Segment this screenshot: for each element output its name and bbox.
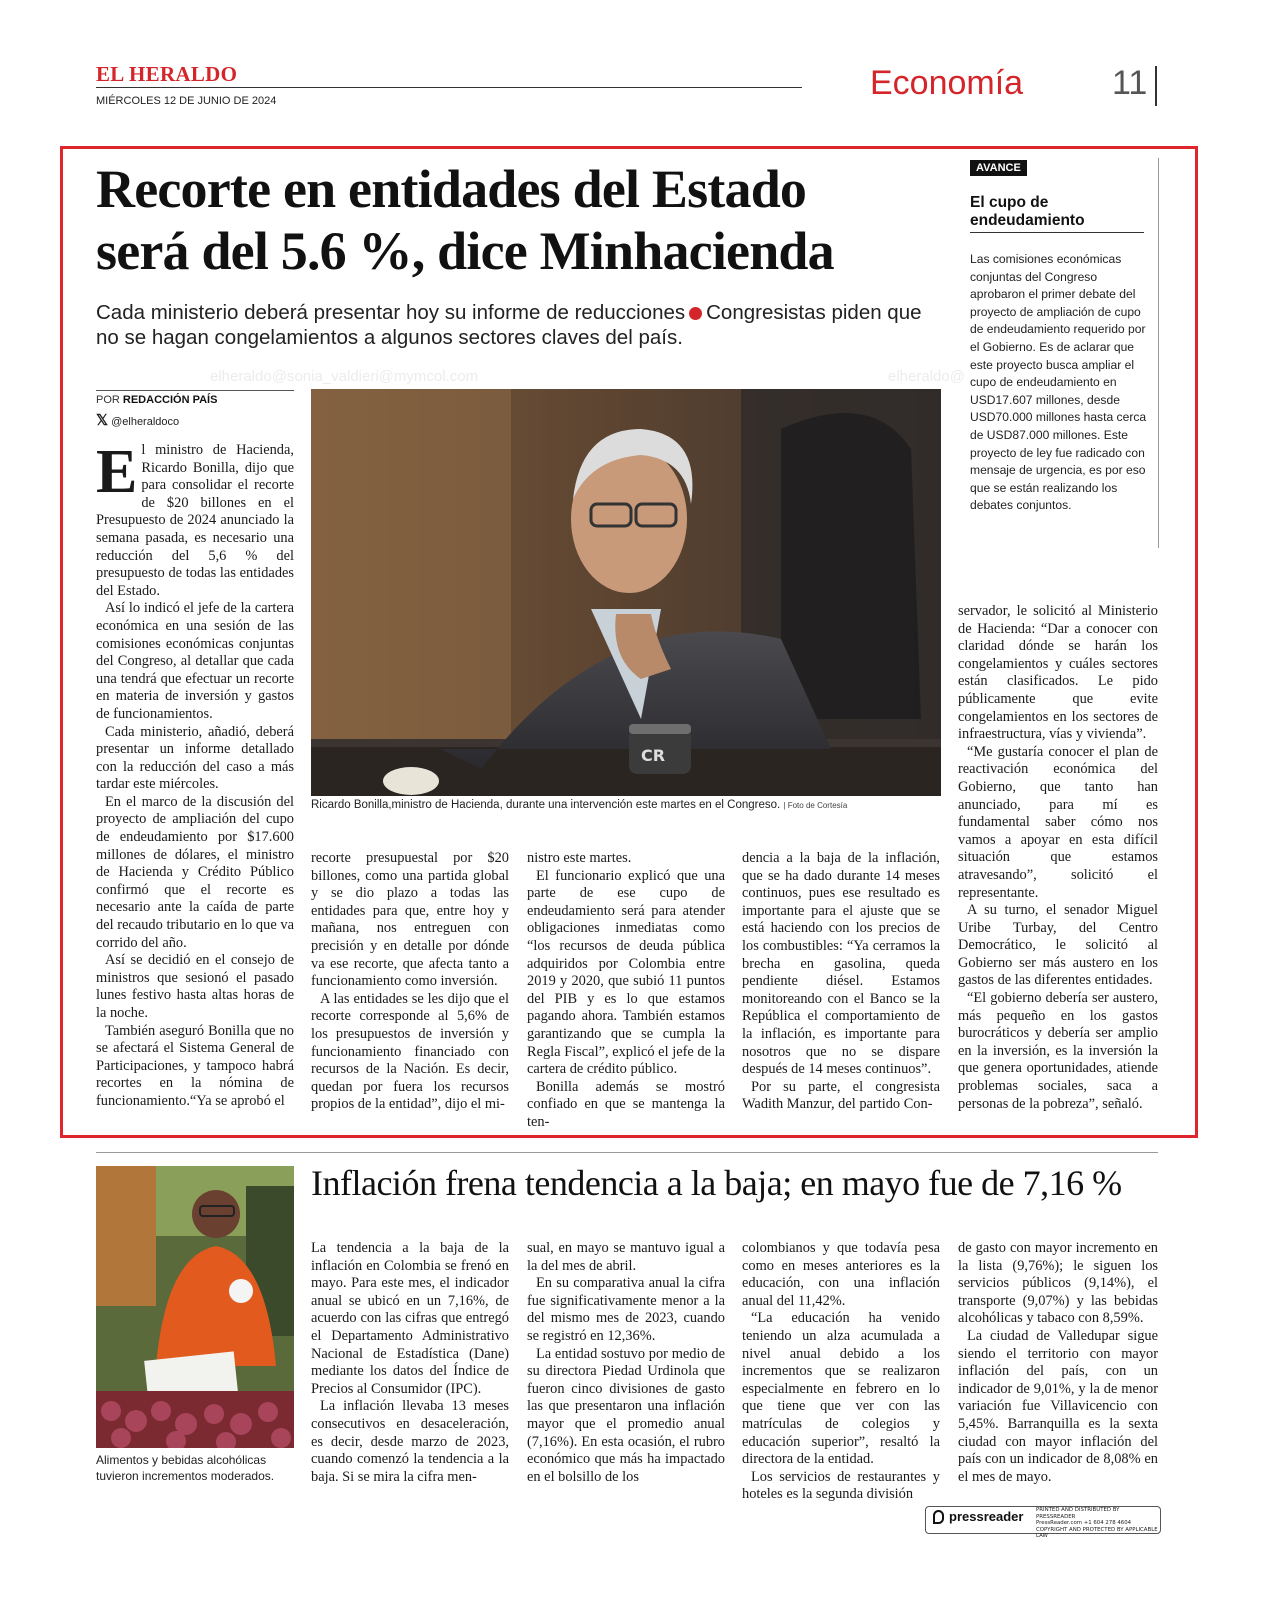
- pressreader-logo-text: pressreader: [949, 1509, 1024, 1524]
- sidebar-body: Las comisiones económicas conjuntas del Congreso aprobaron el primer debate del proyecto de ampliación de cupo de endeudamiento requerido por el Gobierno. Es de aclarar que este proyecto busca ampliar el cupo de endeudamiento en USD17.607 millones, desde USD70.000 millones hasta cerca de USD87.000 millones. Este proyecto de ley fue radicado con mensaje de urgencia, es por eso que se están realizando los debates conjuntos.: [970, 252, 1147, 513]
- pressreader-icon: [933, 1510, 944, 1524]
- fine-print-line: PressReader.com +1 604 278 4604: [1036, 1520, 1132, 1527]
- article-2-photo-caption: Alimentos y bebidas alcohólicas tuvieron incrementos moderados.: [96, 1453, 275, 1483]
- paragraph: colombianos y que todavía pesa como en meses anteriores es la educación, con una inflación anual del 11,42%.: [742, 1240, 940, 1309]
- article-column-5: [958, 603, 1158, 1113]
- photo-credit: | Foto de Cortesía: [783, 801, 848, 810]
- sidebar-tag: AVANCE: [970, 160, 1027, 176]
- paragraph: La entidad sostuvo por medio de su directora Piedad Urdinola que fueron cinco divisiones de gasto las que presentaron una inflación mayor que el promedio anual (7,16%). En esta ocasión, el rubro económico que más ha impactado en el bolsillo de los: [527, 1345, 725, 1485]
- article-column-4: [742, 850, 940, 1114]
- paragraph: La inflación llevaba 13 meses consecutivos en desaceleración, es decir, desde marzo de 2023, cuando comenzó la tendencia a la baja. Si se mira la cifra men-: [311, 1398, 509, 1485]
- photo-illustration: [311, 389, 941, 796]
- paragraph: La ciudad de Valledupar sigue siendo el territorio con mayor inflación del país, con un indicador de 9,01%, y la de menor variación fue Villavicencio con 5,45%. Barranquilla es la sexta ciudad con mayor inflación del país con un indicador de 8,08% en el mes de mayo.: [958, 1327, 1158, 1485]
- paragraph: En su comparativa anual la cifra fue significativamente menor a la del mismo mes de 2023, cuando se registró en 12,36%.: [527, 1275, 725, 1344]
- article-separator: [96, 1152, 1158, 1153]
- pressreader-fine-print: [1036, 1507, 1158, 1540]
- byline-rule: [96, 390, 294, 391]
- article-column-3: [527, 850, 725, 1132]
- article-2-column-4: [958, 1240, 1158, 1486]
- market-photo-illustration: [96, 1166, 294, 1448]
- article-2-column-3: [742, 1240, 940, 1504]
- article-2-column-1: [311, 1240, 509, 1486]
- paragraph: “La educación ha venido teniendo un alza acumulada a nivel anual debido a los incrementos que se realizaron especialmente en febrero en lo que tiene que ver con las matrículas de colegios y educación superior”, resaltó la directora de la entidad.: [742, 1310, 940, 1468]
- article-2-photo[interactable]: [96, 1166, 294, 1448]
- paragraph: El funcionario explicó que una parte de ese cupo de endeudamiento será para atender obligaciones inmediatas como “los recursos de deuda pública adquiridos por Colombia entre 2019 y 2020, que subió 11 puntos del PIB y es lo que estamos pagando ahora. También estamos garantizando que se cumpla la Regla Fiscal”, explicó el jefe de la cartera de crédito público.: [527, 867, 725, 1078]
- article-2-headline[interactable]: Inflación frena tendencia a la baja; en mayo fue de 7,16 %: [311, 1163, 1122, 1203]
- paragraph: Así se decidió en el consejo de ministros que sesionó el pasado lunes festivo hasta altas horas de la noche.: [96, 952, 294, 1021]
- paragraph: En el marco de la discusión del proyecto de ampliación del cupo de endeudamiento por $17.600 millones de dólares, el ministro de Hacienda y Crédito Público confirmó que el recorte es necesario ante la caída de parte del recaudo tributario en lo que va corrido del año.: [96, 793, 294, 951]
- paragraph: “El gobierno debería ser austero, más pequeño en los gastos burocráticos y debería ser amplio en la inversión, es la inversión la que genera oportunidades, atiende problemas sociales, saca a personas de la pobreza”, señaló.: [958, 990, 1158, 1112]
- paragraph: dencia a la baja de la inflación, que se ha dado durante 14 meses continuos, pues ese resultado es importante para el ajuste que se está haciendo con los precios de los combustibles: “Ya cerramos la brecha en gasolina, queda pendiente diésel. Estamos monitoreando con el Banco se la República el comportamiento de la inflación, es importante para nosotros que no se dispare después de 14 meses continuos”.: [742, 850, 940, 1078]
- paragraph: Los servicios de restaurantes y hoteles es la segunda división: [742, 1468, 940, 1503]
- page-number: 11: [1112, 64, 1148, 102]
- newspaper-name: EL HERALDO: [96, 62, 238, 86]
- sidebar-title: El cupo de endeudamiento: [970, 194, 1085, 229]
- headline-line-1: Recorte en entidades del Estado: [96, 159, 807, 219]
- paragraph: A su turno, el senador Miguel Uribe Turbay, del Centro Democrático, le solicitó al Gobierno ser más austero en los gastos de las diferentes entidades.: [958, 902, 1158, 989]
- x-logo-icon: 𝕏: [96, 412, 109, 429]
- article-photo[interactable]: [311, 389, 941, 796]
- paragraph: También aseguró Bonilla que no se afectará el Sistema General de Participaciones, y tampoco habrá recortes en la nómina de funcionamiento.“Ya se aprobó el: [96, 1022, 294, 1109]
- subhead-part-1: Cada ministerio deberá presentar hoy su informe de reducciones: [96, 301, 686, 324]
- paragraph: nistro este martes.: [527, 850, 632, 866]
- byline: [96, 394, 217, 406]
- fine-print-line: COPYRIGHT AND PROTECTED BY APPLICABLE LAW: [1036, 1526, 1158, 1540]
- social-handle[interactable]: [96, 411, 179, 429]
- watermark: elheraldo@sonia_valdieri@mymcol.com: [210, 368, 479, 385]
- subhead-part-2: Congresistas piden que no se hagan congelamientos a algunos sectores claves del país.: [96, 301, 922, 349]
- svg-text:CR: CR: [641, 746, 666, 765]
- paragraph: l ministro de Hacienda, Ricardo Bonilla, dijo que para consolidar el recorte de $20 billones en el Presupuesto de 2024 anunciado la semana pasada, es necesario una reducción del 5,6 % del presupuesto de todas las entidades del Estado.: [96, 442, 294, 599]
- paragraph: servador, le solicitó al Ministerio de Hacienda: “Dar a conocer con claridad dónde se harán los congelamientos y cuáles sectores están clasificados. Le pido públicamente que evite congelamientos en los sectores de infraestructura, vías y vivienda”.: [958, 603, 1158, 743]
- bullet-icon: [689, 307, 702, 320]
- photo-caption-text: Ricardo Bonilla,ministro de Hacienda, durante una intervención este martes en el Congreso.: [311, 799, 781, 811]
- byline-label: POR: [96, 394, 120, 406]
- paragraph: La tendencia a la baja de la inflación en Colombia se frenó en mayo. Para este mes, el indicador anual se ubicó en un 7,16%, de acuerdo con las cifras que entregó el Departamento Administrativo Nacional de Estadística (Dane) mediante los datos del Índice de Precios al Consumidor (IPC).: [311, 1240, 509, 1397]
- paragraph: Por su parte, el congresista Wadith Manzur, del partido Con-: [742, 1078, 940, 1113]
- article-column-1: [96, 438, 294, 1111]
- drop-cap: E: [96, 438, 138, 506]
- paragraph: A las entidades se les dijo que el recorte corresponde al 5,6% de los presupuestos de inversión y funcionamiento financiado con recursos de la Nación. Es decir, quedan por fuera los recursos propios de la entidad”, dijo el mi-: [311, 990, 509, 1113]
- byline-author[interactable]: REDACCIÓN PAÍS: [122, 394, 218, 406]
- sidebar-rule: [970, 232, 1144, 233]
- headline-line-2: será del 5.6 %, dice Minhacienda: [96, 221, 834, 281]
- paragraph: Así lo indicó el jefe de la cartera económica en una sesión de las comisiones económicas conjuntas del Congreso, al detallar que cada una tendrá que efectuar un recorte en materia de inversión y gastos de funcionamientos.: [96, 600, 294, 722]
- paragraph: Cada ministerio, añadió, deberá presentar un informe detallado con la reducción del caso a más tardar este miércoles.: [96, 723, 294, 793]
- article-headline[interactable]: [96, 158, 936, 282]
- masthead-rule: [96, 87, 802, 88]
- watermark: elheraldo@: [888, 368, 965, 385]
- article-subhead: [96, 300, 936, 350]
- article-column-2: [311, 850, 509, 1114]
- edition-date: MIÉRCOLES 12 DE JUNIO DE 2024: [96, 95, 277, 107]
- social-handle-text: @elheraldoco: [111, 416, 180, 428]
- paragraph: de gasto con mayor incremento en la lista (9,76%); le siguen los servicios públicos (9,14%), el transporte (9,07%) y las bebidas alcohólicas y tabaco con 8,59%.: [958, 1240, 1158, 1327]
- paragraph: “Me gustaría conocer el plan de reactivación económica del Gobierno, que tanto han anunciado, para mí es fundamental saber cómo nos vamos a apoyar en esta difícil situación que estamos atravesando”, solicitó el representante.: [958, 743, 1158, 901]
- paragraph: Bonilla además se mostró confiado en que se mantenga la ten-: [527, 1078, 725, 1130]
- section-name: Economía: [870, 64, 1024, 102]
- paragraph: sual, en mayo se mantuvo igual a la del mes de abril.: [527, 1240, 725, 1274]
- paragraph: recorte presupuestal por $20 billones, como una partida global y se dio plazo a todas las entidades para que, entre hoy y mañana, nos entreguen con precisión y en detalle por dónde va ese recorte, que afecta tanto a funcionamiento como inversión.: [311, 850, 509, 990]
- fine-print-line: PRINTED AND DISTRIBUTED BY PRESSREADER: [1036, 1507, 1120, 1520]
- photo-caption: [311, 799, 951, 811]
- article-2-column-2: [527, 1240, 725, 1486]
- pressreader-logo[interactable]: [933, 1509, 1023, 1524]
- page-number-divider: [1155, 66, 1157, 106]
